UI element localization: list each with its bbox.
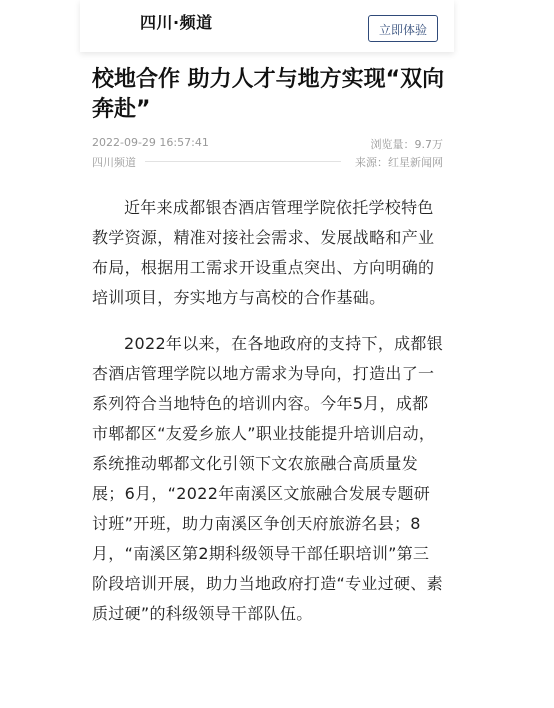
article-paragraph: 2022年以来，在各地政府的支持下，成都银杏酒店管理学院以地方需求为导向，打造出了一系列符合当地特色的培训内容。今年5月，成都市郫都区“友爱乡旅人”职业技能提升培训启动，系统推动郫都文化引领下文农旅融合高质量发展；6月，“2022年南溪区文旅融合发展专题研讨班”开班，助力南溪区争创天府旅游名县；8月，“南溪区第2期科级领导干部任职培训”第三阶段培训开展，助力当地政府打造“专业过硬、素质过硬”的科级领导干部队伍。 (92, 334, 444, 623)
article-title: 校地合作 助力人才与地方实现“双向奔赴” (92, 67, 445, 122)
meta-row-2 (92, 154, 443, 170)
article-body (92, 193, 444, 645)
top-bar (80, 0, 454, 52)
channel-logo[interactable]: 四川·频道 (140, 13, 213, 32)
try-now-button[interactable]: 立即体验 (368, 15, 438, 42)
publish-datetime: 2022-09-29 16:57:41 (92, 136, 209, 149)
channel-name[interactable]: 四川频道 (92, 156, 136, 169)
view-count: 浏览量：9.7万 (370, 138, 443, 151)
article-paragraph: 近年来成都银杏酒店管理学院依托学校特色教学资源，精准对接社会需求、发展战略和产业布局，根据用工需求开设重点突出、方向明确的培训项目，夯实地方与高校的合作基础。 (92, 198, 435, 307)
article-source: 来源：红星新闻网 (355, 156, 443, 169)
meta-row (92, 136, 443, 152)
